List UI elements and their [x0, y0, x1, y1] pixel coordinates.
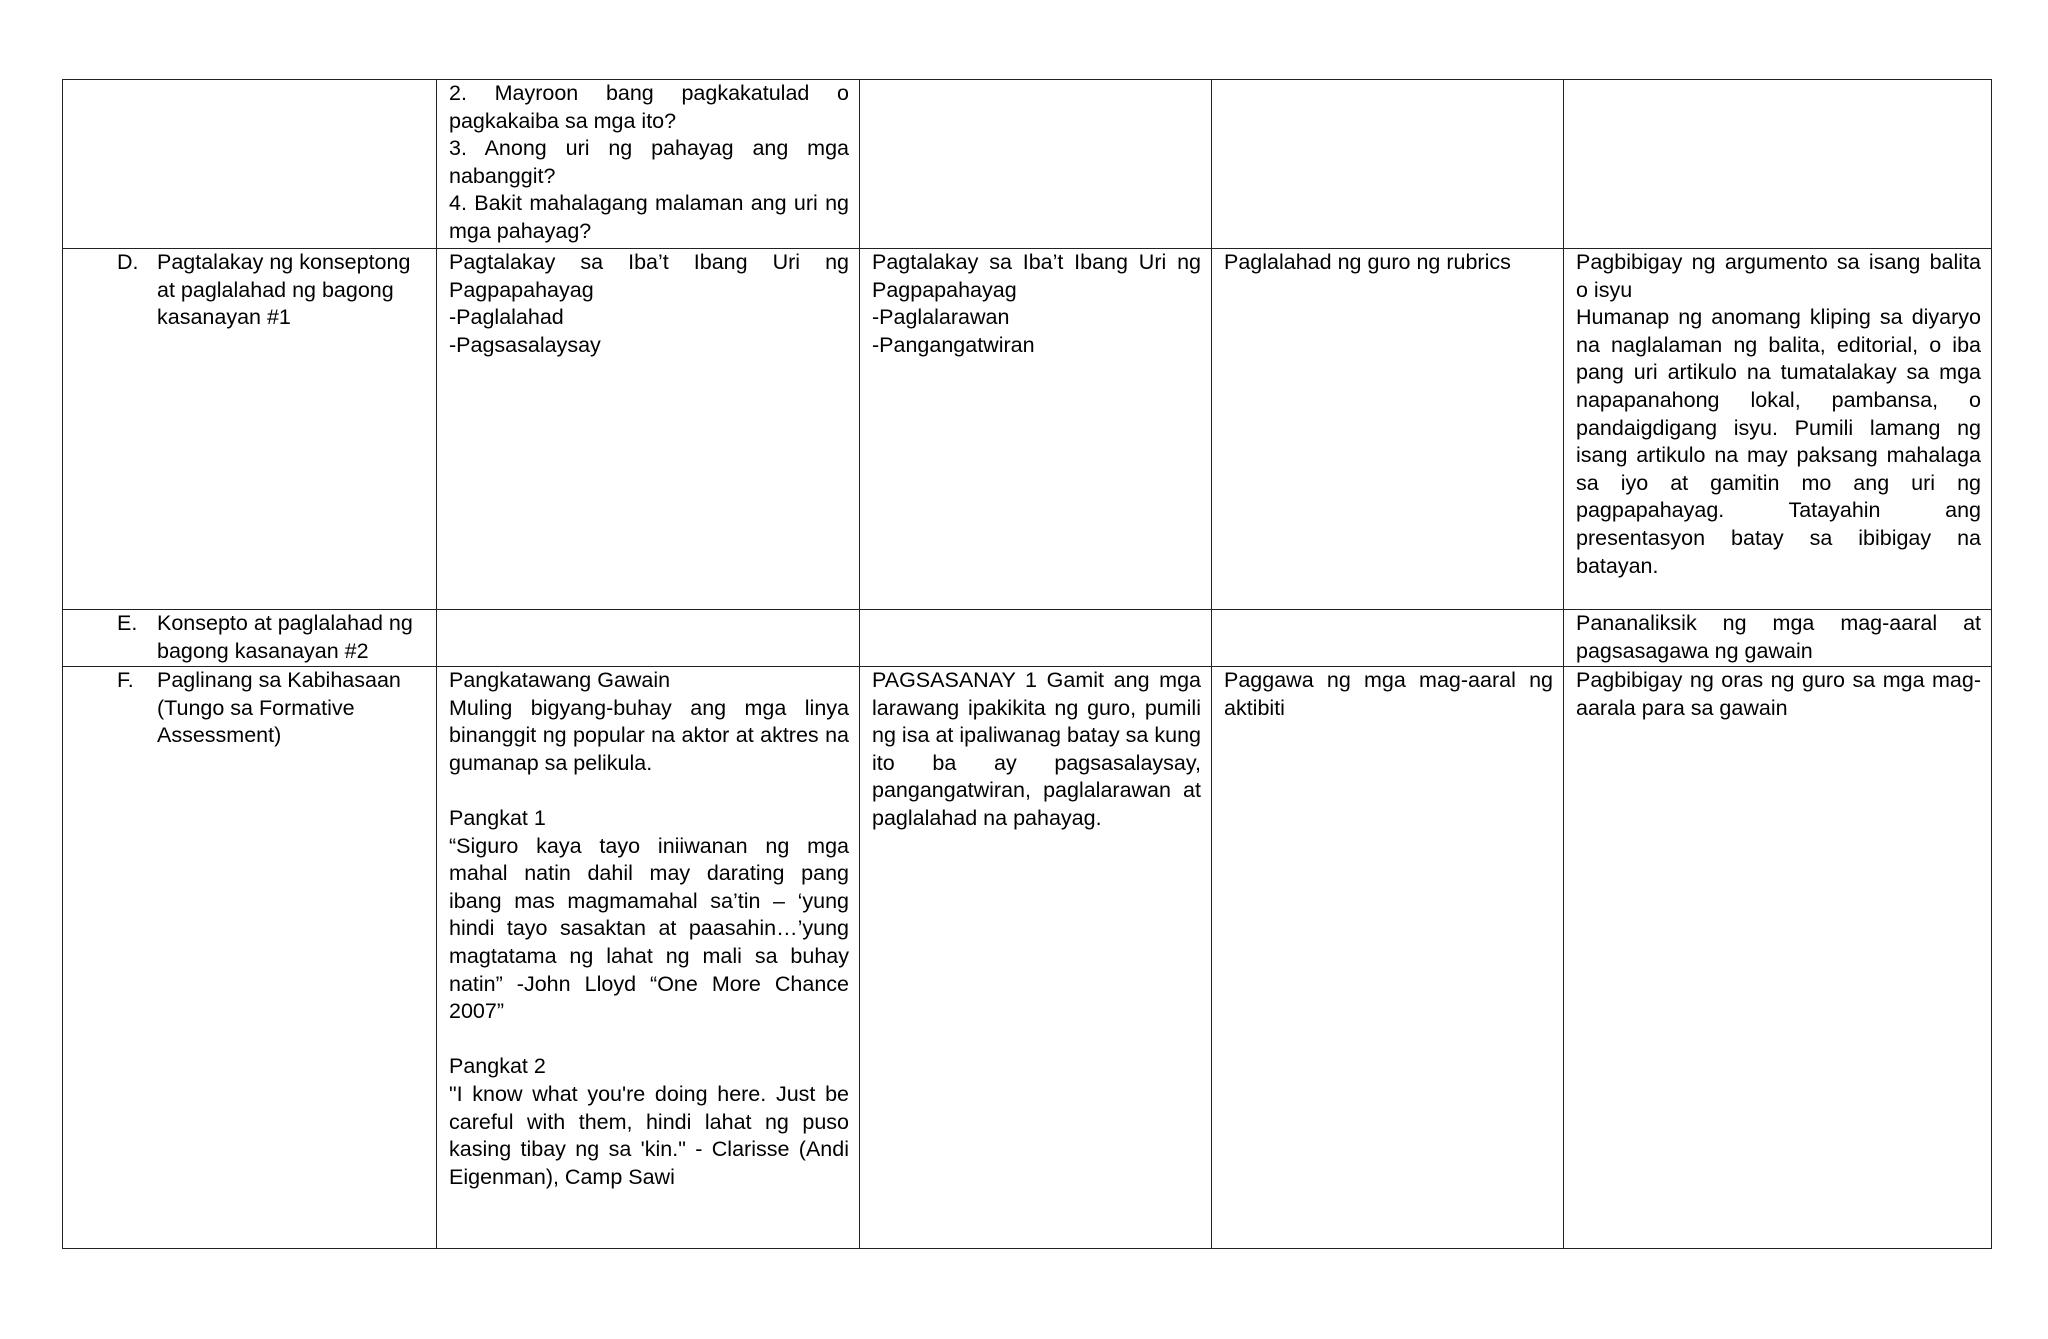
stage-label — [75, 610, 426, 665]
discussion-cell — [860, 249, 1212, 610]
teacher-activity-cell — [437, 249, 860, 610]
cell-paragraph — [449, 1026, 849, 1054]
cell-paragraph: 4. Bakit mahalagang malaman ang uri ng mga pahayag? — [449, 191, 849, 243]
table-row — [63, 667, 1992, 1249]
teacher-activity-cell — [437, 667, 860, 1249]
cell-paragraph: -Paglalahad — [449, 305, 564, 330]
stage-letter: D. — [117, 250, 139, 274]
cell-paragraph: Pagtalakay sa Iba’t Ibang Uri ng Pagpapahayag — [872, 250, 1201, 302]
discussion-cell — [860, 610, 1212, 667]
stage-label-cell — [63, 610, 437, 667]
teacher-task-cell — [1212, 610, 1564, 667]
cell-paragraph: Pangkatawang Gawain — [449, 668, 671, 692]
teacher-task-cell — [1212, 667, 1564, 1249]
cell-paragraph — [449, 777, 849, 805]
cell-paragraph: PAGSASANAY 1 Gamit ang mga larawang ipakikita ng guro, pumili ng isa at ipaliwanag batay sa kung ito ba ay pagsasalaysay, pangangatwiran, paglalarawan at paglalahad na pahayag. — [872, 668, 1201, 830]
student-task-cell — [1564, 610, 1992, 667]
table-body — [63, 80, 1992, 1249]
cell-paragraph: 2. Mayroon bang pagkakatulad o pagkakaiba sa mga ito? — [449, 81, 849, 133]
table-row — [63, 610, 1992, 667]
cell-paragraph: Pagbibigay ng oras ng guro sa mga mag-aarala para sa gawain — [1576, 668, 1981, 720]
cell-paragraph: Pagtalakay sa Iba’t Ibang Uri ng Pagpapahayag — [449, 250, 849, 302]
cell-paragraph: -Pagsasalaysay — [449, 332, 601, 357]
student-task-cell — [1564, 667, 1992, 1249]
teacher-task-cell — [1212, 249, 1564, 610]
student-task-cell — [1564, 249, 1992, 610]
table-row — [63, 249, 1992, 610]
cell-paragraph: "I know what you're doing here. Just be careful with them, hindi lahat ng puso kasing tibay ng sa 'kin." - Clarisse (Andi Eigenman), Camp Sawi — [449, 1081, 849, 1189]
cell-paragraph: “Siguro kaya tayo iniiwanan ng mga mahal natin dahil may darating pang ibang mas magmamahal sa’tin – ‘yung hindi tayo sasaktan at paasahin…’yung magtatama ng lahat ng mali sa buhay natin” -John Lloyd “One More Chance 2007” — [449, 833, 849, 1024]
student-task-cell — [1564, 80, 1992, 249]
stage-label-cell — [63, 667, 437, 1249]
teacher-task-cell — [1212, 80, 1564, 249]
stage-title: Pagtalakay ng konseptong at paglalahad ng bagong kasanayan #1 — [157, 250, 411, 330]
cell-paragraph: Pananaliksik ng mga mag-aaral at pagsasagawa ng gawain — [1576, 611, 1981, 663]
cell-paragraph: Muling bigyang-buhay ang mga linya binanggit ng popular na aktor at aktres na gumanap sa pelikula. — [449, 695, 849, 775]
lesson-plan-table — [62, 79, 1992, 1249]
stage-label-cell — [63, 249, 437, 610]
cell-paragraph: -Pangangatwiran — [872, 332, 1035, 357]
stage-label — [75, 249, 426, 332]
cell-paragraph: Pangkat 2 — [449, 1054, 546, 1079]
cell-paragraph: -Paglalarawan — [872, 305, 1010, 330]
cell-paragraph: Paglalahad ng guro ng rubrics — [1224, 250, 1511, 274]
cell-paragraph: Pangkat 1 — [449, 805, 546, 830]
stage-title: Konsepto at paglalahad ng bagong kasanayan #2 — [157, 611, 413, 663]
cell-paragraph: Paggawa ng mga mag-aaral ng aktibiti — [1224, 668, 1553, 720]
stage-label — [75, 667, 426, 750]
stage-letter: F. — [117, 668, 134, 692]
stage-letter: E. — [117, 611, 138, 635]
cell-paragraph: Humanap ng anomang kliping sa diyaryo na naglalaman ng balita, editorial, o iba pang uri artikulo na tumatalakay sa mga napapanahong lokal, pambansa, o pandaigdigang isyu. Pumili lamang ng isang artikulo na may paksang mahalaga sa iyo at gamitin mo ang uri ng pagpapahayag. Tatayahin ang presentasyon batay sa ibibigay na batayan. — [1576, 305, 1981, 578]
table-row — [63, 80, 1992, 249]
cell-paragraph: 3. Anong uri ng pahayag ang mga nabanggit? — [449, 136, 849, 188]
cell-paragraph: Pagbibigay ng argumento sa isang balita o isyu — [1576, 250, 1981, 302]
stage-title: Paglinang sa Kabihasaan (Tungo sa Formative Assessment) — [157, 668, 401, 748]
discussion-cell — [860, 667, 1212, 1249]
stage-label-cell — [63, 80, 437, 249]
teacher-activity-cell — [437, 610, 860, 667]
discussion-cell — [860, 80, 1212, 249]
teacher-activity-cell — [437, 80, 860, 249]
